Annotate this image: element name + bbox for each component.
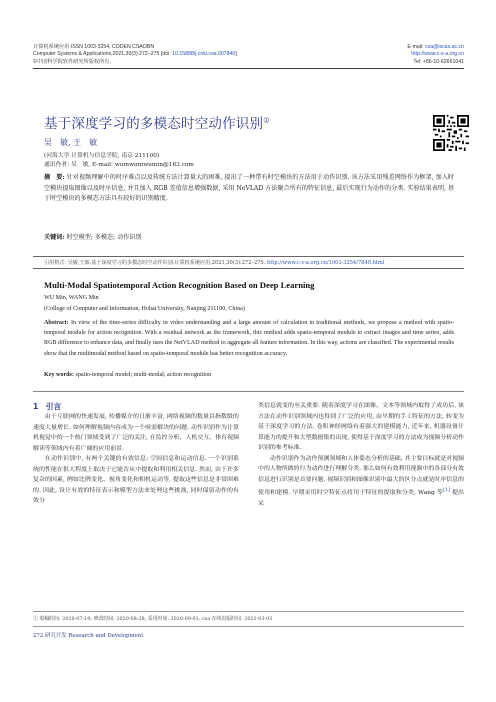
- intro-paragraph-3: 动作识别作为动作预测领域和人体姿态分析的基础, 其主要目标就是对视频中的人物所做的行为动作进行理解分类. 那么如何有效利用视频中的各部分有效信息进行识别是首要问题. 视频识别和图像识别中最大的区分点就是时序信息的使用和建模. 早期采用时空特征点将用于特征的提取和分类, Wang 等[1] 提出采: [258, 454, 464, 507]
- contact-cn: 通讯作者: 吴 敏, E-mail: wumwumwumin@163.com: [44, 162, 194, 168]
- affiliation-en: (College of Computer and Information, Hohai University, Nanjing 211100, China): [44, 306, 245, 312]
- citation-url-link[interactable]: http://www.c-s-a.org.cn/1003-3254/7840.html: [266, 260, 385, 266]
- intro-paragraph-1: 由于互联网的快速发展, 传播媒介的日渐丰富, 网络视频的数量以指数级的速度大量增长. 如何理解视频内容成为一个亟需解决的问题. 动作识别作为计算机视觉中的一个热门领域受到了广泛的关注, 在监控分析、人机交互、体育视频解读等领域内有着广阔的应用前景.: [33, 413, 239, 452]
- email-link[interactable]: csa@iscas.ac.cn: [425, 44, 464, 50]
- journal-issn: 计算机系统应用 ISSN 1003-3254, CODEN CSAOBN: [33, 44, 155, 50]
- footnote-rule: [33, 611, 464, 612]
- title-footnote-mark: ①: [263, 116, 270, 125]
- qr-code-icon: [433, 115, 469, 151]
- authors-en: WU Min, WANG Min: [44, 295, 99, 301]
- copyright-line: ©中国科学院软件研究所版权所有.: [33, 58, 111, 65]
- section-heading-introduction: 1 引言: [33, 402, 62, 411]
- citation-top-rule: [33, 256, 464, 257]
- keywords-text-cn: 时空模型; 多模态; 动作识别: [66, 234, 142, 241]
- journal-website-link[interactable]: http://www.c-s-a.org.cn: [411, 51, 464, 58]
- keywords-en: [44, 370, 454, 380]
- paper-title-en: Multi-Modal Spatiotemporal Action Recognition Based on Deep Learning: [44, 280, 315, 290]
- journal-tel: Tel: +86-10-62661041: [413, 58, 464, 65]
- journal-email: E-mail: csa@iscas.ac.cn: [407, 44, 464, 50]
- abstract-en: [44, 318, 454, 359]
- header-rule: [33, 68, 464, 69]
- body-left-column: [33, 412, 239, 507]
- journal-header-right: [360, 44, 464, 66]
- keywords-cn: [44, 233, 454, 244]
- journal-citation-line: Computer Systems & Applications,2021,30(3):272−275 [doi: 10.15888/j.cnki.csa.007840]: [33, 51, 237, 58]
- paper-title-cn: 基于深度学习的多模态时空动作识别①: [44, 116, 270, 132]
- reference-1-link[interactable]: [1]: [442, 487, 450, 494]
- page-footer: 272 研究开发 Research and Development: [33, 633, 144, 639]
- doi-link[interactable]: 10.15888/j.cnki.csa.007840: [172, 51, 236, 58]
- abstract-label-en: Abstract:: [44, 320, 69, 326]
- abstract-cn: [44, 173, 454, 205]
- footer-rule: [33, 626, 464, 627]
- citation-bottom-rule: [33, 268, 464, 269]
- keywords-label-en: Key words:: [44, 372, 74, 378]
- abstract-text-en: In view of the time-series difficulty in video understanding and a large amount of calculation in traditional methods, we propose a method with spatio-temporal module for action recognition. With a residual network as the framework, this method adds spatio-temporal module to extract images and time series, adds RGB difference to enhance data, and finally uses the NetVLAD method to aggregate all feature information. In this way, actions are classified. The experimental results show that the multimodal method based on spatio-temporal module has better recognition accuracy.: [44, 320, 455, 357]
- abstract-text-cn: 针对视频理解中的时序难点以及传统方法计算量大的困难, 提出了一种带有时空模块的方法用于动作识别. 该方法采用残差网络作为框架, 加入时空模块提取图像以及时序信息, 并且加入 RGB 差值信息增强数据, 采用 NeVLAD 方法聚合所有的特征信息, 最后实现行为动作的分类. 实验结果表明, 基于时空模块的多模态方法具有较好的识别精度.: [44, 174, 454, 203]
- affiliation-cn: (河海大学 计算机与信息学院, 南京 211100): [44, 153, 160, 159]
- abstract-end-rule: [33, 391, 464, 392]
- intro-paragraph-2-continued: 类信息就变的至关重要. 随着深度学习在图像、文本等领域内取得了成功后, 该方法在动作识别领域内也得到了广泛的应用, 由早期的手工特征的方法, 转变为基于深度学习的方法. 卷积神经网络有着强大的建模能力, 近年来, 机器设备计算能力的提升和大型数据集的出现, 使得基于深度学习的方法成为视频分析动作识别的参考标准.: [258, 402, 464, 452]
- abstract-label-cn: 摘 要:: [44, 174, 65, 181]
- journal-header-left: [33, 44, 293, 66]
- keywords-label-cn: 关键词:: [44, 234, 65, 241]
- body-right-column: [258, 401, 464, 509]
- received-dates-footnote: ① 收稿时间: 2020-07-19; 修改时间: 2020-08-28; 采用时间: 2020-09-01; csa 在线出版时间: 2021-03-03: [33, 616, 273, 622]
- intro-paragraph-2: 在动作识别中, 有两个关键的有效信息: 空间信息和运动信息. 一个识别系统的性能在很大程度上取决于它能否从中提取和利用相关信息. 然而, 由于许多复杂的因素, 例如比例变化、视角变化和相机运动等, 提取这些信息是非常困难的. 因此, 设计有效的特征表示和模型方法来处理这些挑战, 同时保留动作的有效分: [33, 455, 239, 505]
- authors-cn: 吴 敏, 王 敏: [44, 138, 98, 147]
- citation-format: 引用格式: 吴敏,王敏.基于深度学习的多模态时空动作识别.计算机系统应用,2021,30(3):272–275. http://www.c-s-a.org.cn/1003-3254/7840.html: [44, 260, 385, 266]
- keywords-text-en: spatio-temporal model; multi-modal; action recognition: [75, 372, 212, 378]
